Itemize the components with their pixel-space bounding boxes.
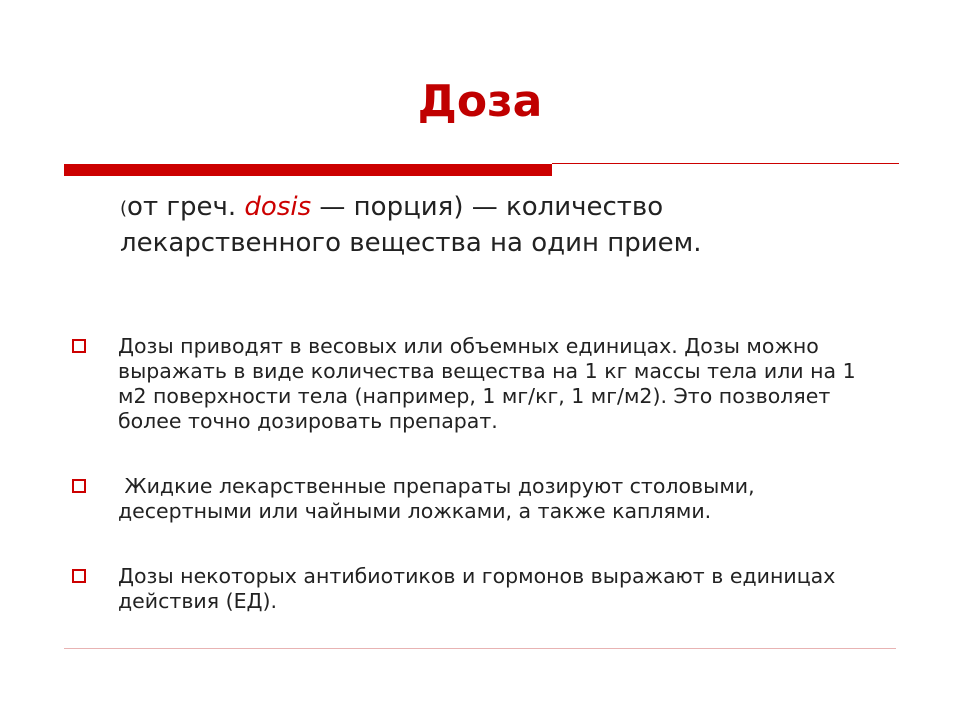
definition-rest: — порция) — количество лекарственного вещества на один прием. (120, 192, 702, 258)
hollow-square-bullet-icon (72, 339, 86, 353)
footer-divider (64, 648, 896, 649)
definition-open-paren: ( (120, 198, 128, 219)
definition-term: dosis (244, 192, 312, 222)
definition-text (120, 190, 880, 260)
bullet-text: Дозы приводят в весовых или объемных единицах. Дозы можно выражать в виде количества вещества на 1 кг массы тела или на 1 м2 поверхности тела (например, 1 мг/кг, 1 мг/м2). Это позволяет более точно дозировать препарат. (118, 334, 856, 433)
bullet-list (70, 334, 890, 614)
bullet-text: Жидкие лекарственные препараты дозируют столовыми, десертными или чайными ложками, а также каплями. (118, 474, 762, 523)
bullet-text: Дозы некоторых антибиотиков и гормонов выражают в единицах действия (ЕД). (118, 564, 836, 613)
definition-prefix: от греч. (127, 192, 245, 222)
hollow-square-bullet-icon (72, 479, 86, 493)
bullet-item (70, 334, 890, 434)
bullet-item (70, 564, 890, 614)
slide-title: Доза (417, 76, 543, 127)
bullet-item (70, 474, 890, 524)
title-underline-thick (64, 164, 552, 176)
hollow-square-bullet-icon (72, 569, 86, 583)
title-underline-thin (552, 163, 899, 164)
